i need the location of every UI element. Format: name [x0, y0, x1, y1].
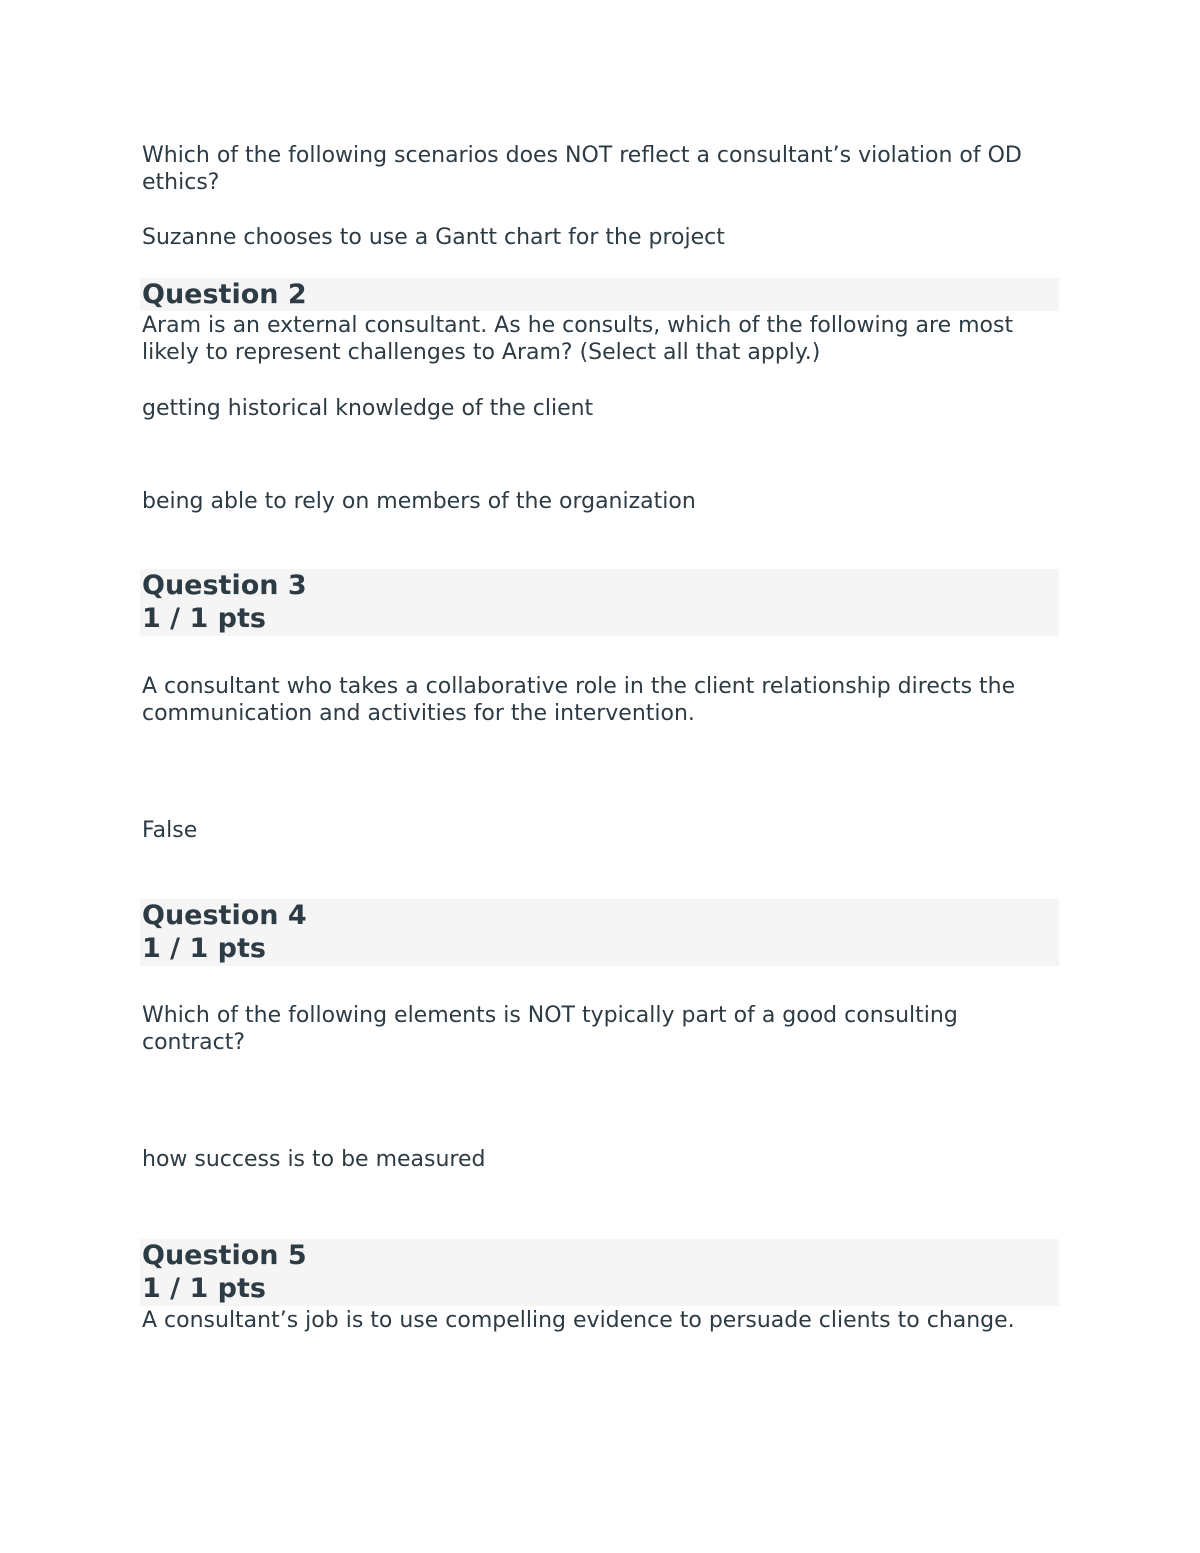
- question-5-points: 1 / 1 pts: [142, 1273, 266, 1304]
- question-2-prompt: Aram is an external consultant. As he consults, which of the following are most likely to represent challenges to Aram? (Select all that apply.): [142, 313, 1014, 365]
- question-3-prompt: A consultant who takes a collaborative role in the client relationship directs the communication and activities for the intervention.: [142, 674, 1016, 726]
- question-3-answer: False: [142, 818, 198, 843]
- question-4-title: Question 4: [142, 900, 307, 931]
- question-2-answer-1: getting historical knowledge of the client: [142, 396, 594, 421]
- question-3-points: 1 / 1 pts: [142, 603, 266, 634]
- question-3-header: [140, 569, 1059, 636]
- question-4-header: [140, 899, 1059, 966]
- question-4-prompt: Which of the following elements is NOT typically part of a good consulting contract?: [142, 1003, 958, 1055]
- question-4-points: 1 / 1 pts: [142, 933, 266, 964]
- question-2-header: [140, 278, 1059, 311]
- question-5-header: [140, 1239, 1059, 1306]
- question-1-answer: Suzanne chooses to use a Gantt chart for the project: [142, 225, 725, 250]
- question-1-prompt: Which of the following scenarios does NOT reflect a consultant’s violation of OD ethics?: [142, 143, 1022, 195]
- question-4-answer: how success is to be measured: [142, 1147, 486, 1172]
- question-2-title: Question 2: [142, 279, 307, 310]
- question-2-answer-2: being able to rely on members of the organization: [142, 489, 696, 514]
- question-3-title: Question 3: [142, 570, 307, 601]
- question-5-title: Question 5: [142, 1240, 307, 1271]
- question-5-prompt: A consultant’s job is to use compelling evidence to persuade clients to change.: [142, 1308, 1015, 1333]
